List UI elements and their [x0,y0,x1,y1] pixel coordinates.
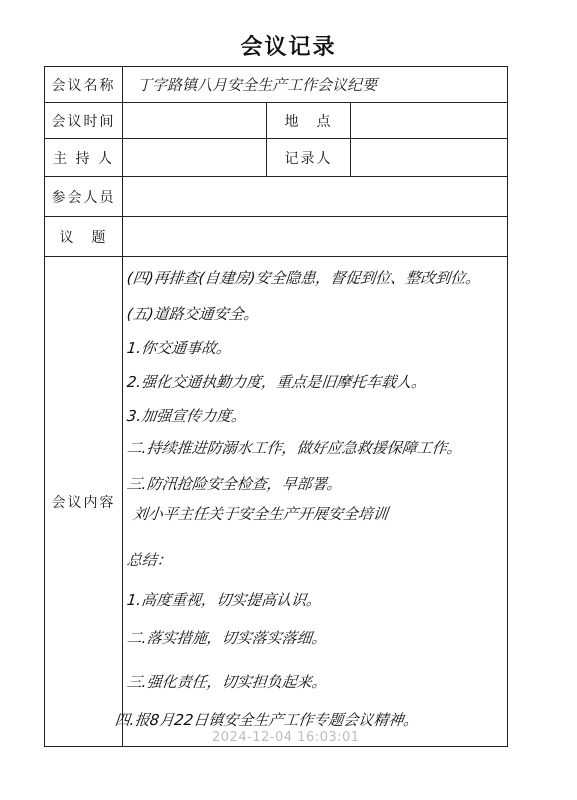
recorder-label: 记录人 [267,139,351,177]
meeting-time-label: 会议时间 [45,103,123,139]
topic-value[interactable] [123,217,508,257]
attendees-label: 参会人员 [45,177,123,217]
photo-timestamp: 2024-12-04 16:03:01 [212,730,360,745]
content-label: 会议内容 [45,257,123,747]
meeting-time-value[interactable] [123,103,267,139]
host-value[interactable] [123,139,267,177]
recorder-value[interactable] [351,139,508,177]
meeting-name-label: 会议名称 [45,67,123,103]
content-line: 二.落实措施，切实落实落细。 [126,629,328,647]
location-label: 地 点 [267,103,351,139]
content-line: 刘小平主任关于安全生产开展安全培训 [132,505,389,523]
content-line: (四)再排查(自建房)安全隐患，督促到位、整改到位。 [126,269,482,287]
content-area[interactable] [114,257,508,747]
content-line: 三.防汛抢险安全检查，早部署。 [126,475,343,493]
attendees-value[interactable] [123,177,508,217]
meeting-name-value-cell[interactable] [123,67,508,103]
content-line: (五)道路交通安全。 [126,305,260,323]
content-line: 1.你交通事故。 [126,339,233,357]
host-label: 主 持 人 [45,139,123,177]
meeting-name-value: 丁字路镇八月安全生产工作会议纪要 [137,76,378,94]
content-line: 总结： [126,551,173,569]
location-value[interactable] [351,103,508,139]
minutes-form [44,66,508,747]
content-line: 四.报8月22日镇安全生产工作专题会议精神。 [114,711,420,729]
page-title: 会议记录 [240,34,337,60]
content-line: 1.高度重视，切实提高认识。 [126,591,323,609]
content-line: 二.持续推进防溺水工作，做好应急救援保障工作。 [126,439,463,457]
topic-label: 议 题 [45,217,123,257]
content-line: 三.强化责任，切实担负起来。 [126,673,328,691]
content-line: 3.加强宣传力度。 [126,407,248,425]
content-line: 2.强化交通执勤力度，重点是旧摩托车载人。 [126,373,428,391]
